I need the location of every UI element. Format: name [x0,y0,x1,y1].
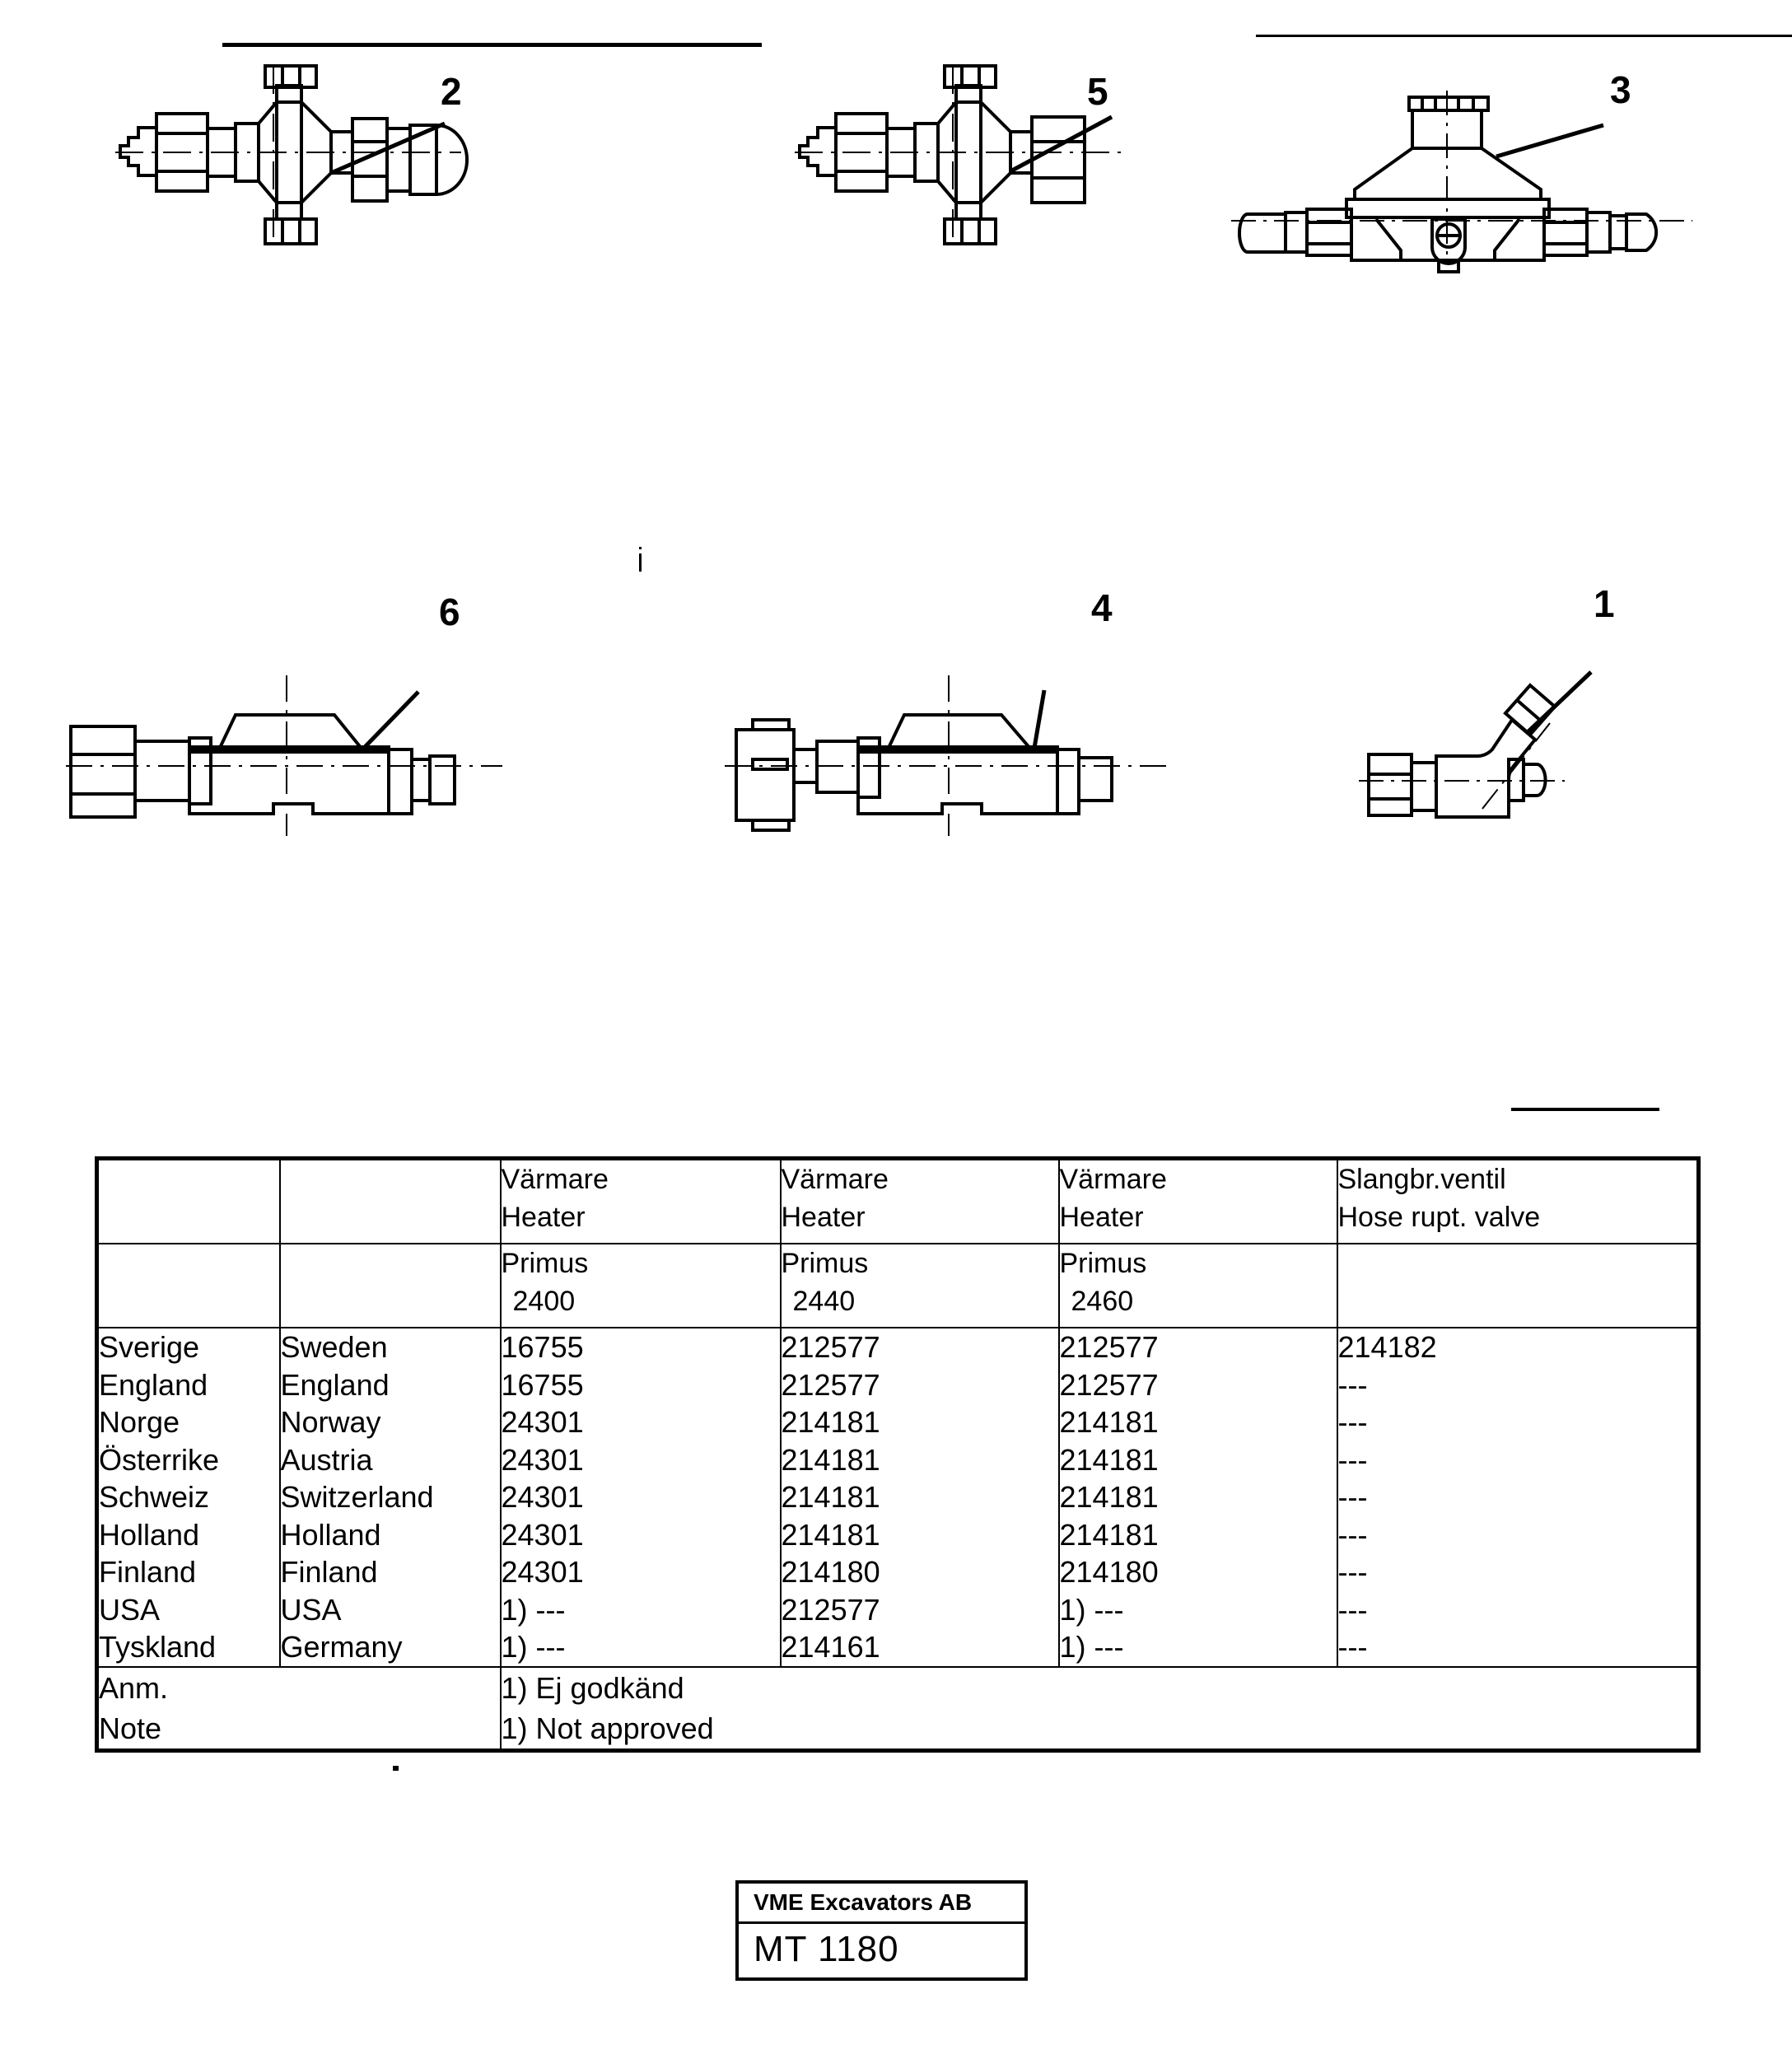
list-item: Germany [280,1630,403,1664]
registration-speck [639,553,642,572]
list-item: 212577 [781,1592,880,1627]
notes-label-cell [97,1667,501,1751]
model-brand-2: Primus [781,1248,869,1279]
table-header-model-row [97,1244,1699,1328]
header-heater-en-2: Heater [781,1202,866,1233]
list-item: --- [1337,1555,1368,1589]
list-item: --- [1337,1630,1368,1664]
list-item: 16755 [501,1330,584,1364]
header-cell-model-2460 [1059,1244,1337,1328]
header-heater-en-3: Heater [1059,1202,1144,1233]
list-item: 214181 [781,1405,880,1439]
header-cell-heater-2460 [1059,1159,1337,1244]
title-block-code: MT 1180 [754,1929,899,1969]
list-item: --- [1337,1480,1368,1514]
header-cell-country-en [280,1159,501,1244]
notes-text-sv: 1) Ej godkänd [501,1670,684,1705]
callout-label-2: 2 [441,70,461,113]
figure-inline-valve-6 [66,659,511,840]
list-item: 214181 [1059,1480,1159,1514]
registration-speck-dot [639,547,642,549]
list-item: Sverige [99,1330,200,1364]
list-item: 24301 [501,1517,584,1552]
callout-label-4: 4 [1091,586,1112,629]
header-cell-blank-en [280,1244,501,1328]
callout-label-6: 6 [439,591,460,633]
body-cell-part-2440 [781,1328,1059,1667]
list-item: 214180 [781,1555,880,1589]
figure-inline-valve-4 [725,659,1169,840]
list-item: 212577 [1059,1367,1159,1402]
list-item: Holland [99,1517,200,1552]
notes-text-cell [501,1667,1699,1751]
list-item: 214182 [1337,1330,1437,1364]
list-item: 214161 [781,1630,880,1664]
model-number-1: 2400 [512,1286,576,1317]
list-item: 24301 [501,1555,584,1589]
top-rule-right [1256,35,1792,37]
header-cell-blank-sv [97,1244,280,1328]
list-item: Tyskland [99,1630,217,1664]
table-body-row [97,1328,1699,1667]
list-item: 214181 [1059,1517,1159,1552]
list-item: 24301 [501,1480,584,1514]
model-number-2: 2440 [792,1286,856,1317]
list-item: 24301 [501,1442,584,1477]
list-item: 1) --- [501,1630,566,1664]
list-item: Norway [280,1405,381,1439]
body-cell-country-en [280,1328,501,1667]
list-item: USA [280,1592,342,1627]
header-heater-sv-2: Värmare [781,1164,889,1195]
list-item: 1) --- [501,1592,566,1627]
callout-label-5: 5 [1087,70,1108,113]
header-cell-model-2400 [501,1244,781,1328]
list-item: 1) --- [1059,1630,1124,1664]
body-cell-part-hose [1337,1328,1699,1667]
table-header-group-row [97,1159,1699,1244]
figure-hose-rupture-valve-1 [1359,684,1631,832]
list-item: Finland [280,1555,378,1589]
top-rule-left [222,43,762,47]
parts-table [95,1156,1701,1753]
list-item: Norge [99,1405,180,1439]
model-brand-1: Primus [501,1248,589,1279]
list-item: 16755 [501,1367,584,1402]
model-number-3: 2460 [1071,1286,1134,1317]
list-item: 212577 [781,1367,880,1402]
header-cell-model-2440 [781,1244,1059,1328]
list-item: 214181 [781,1480,880,1514]
header-cell-hose-rupture-valve [1337,1159,1699,1244]
notes-text-en: 1) Not approved [501,1711,714,1745]
header-heater-sv-1: Värmare [501,1164,609,1195]
header-cell-country-sv [97,1159,280,1244]
list-item: --- [1337,1367,1368,1402]
list-item: 214181 [781,1442,880,1477]
list-item: 1) --- [1059,1592,1124,1627]
list-item: England [99,1367,208,1402]
list-item: 212577 [1059,1330,1159,1364]
list-item: Österrike [99,1442,220,1477]
notes-label-en: Note [99,1711,162,1745]
callout-label-3: 3 [1610,68,1631,111]
model-brand-3: Primus [1059,1248,1147,1279]
header-cell-heater-2440 [781,1159,1059,1244]
note-row-speck [393,1766,399,1771]
list-item: --- [1337,1405,1368,1439]
list-item: --- [1337,1517,1368,1552]
header-hose-en: Hose rupt. valve [1337,1202,1541,1233]
header-heater-sv-3: Värmare [1059,1164,1167,1195]
mid-rule-right [1511,1108,1659,1111]
header-heater-en-1: Heater [501,1202,586,1233]
list-item: USA [99,1592,161,1627]
list-item: Finland [99,1555,197,1589]
body-cell-country-sv [97,1328,280,1667]
list-item: --- [1337,1442,1368,1477]
figure-cross-valve-2 [115,66,494,313]
list-item: England [280,1367,390,1402]
body-cell-part-2400 [501,1328,781,1667]
title-block [735,1880,1028,1981]
list-item: 24301 [501,1405,584,1439]
callout-label-1: 1 [1594,582,1614,625]
parts-table-container [95,1156,1696,1753]
table-notes-row [97,1667,1699,1751]
list-item: 214181 [1059,1442,1159,1477]
list-item: 212577 [781,1330,880,1364]
header-hose-sv: Slangbr.ventil [1337,1164,1506,1195]
list-item: 214181 [781,1517,880,1552]
body-cell-part-2460 [1059,1328,1337,1667]
list-item: Austria [280,1442,373,1477]
header-cell-model-hose [1337,1244,1699,1328]
notes-label-sv: Anm. [99,1670,169,1705]
list-item: --- [1337,1592,1368,1627]
list-item: Switzerland [280,1480,434,1514]
list-item: Schweiz [99,1480,210,1514]
list-item: Sweden [280,1330,388,1364]
list-item: Holland [280,1517,381,1552]
list-item: 214181 [1059,1405,1159,1439]
title-block-company: VME Excavators AB [739,1884,1024,1924]
list-item: 214180 [1059,1555,1159,1589]
header-cell-heater-2400 [501,1159,781,1244]
